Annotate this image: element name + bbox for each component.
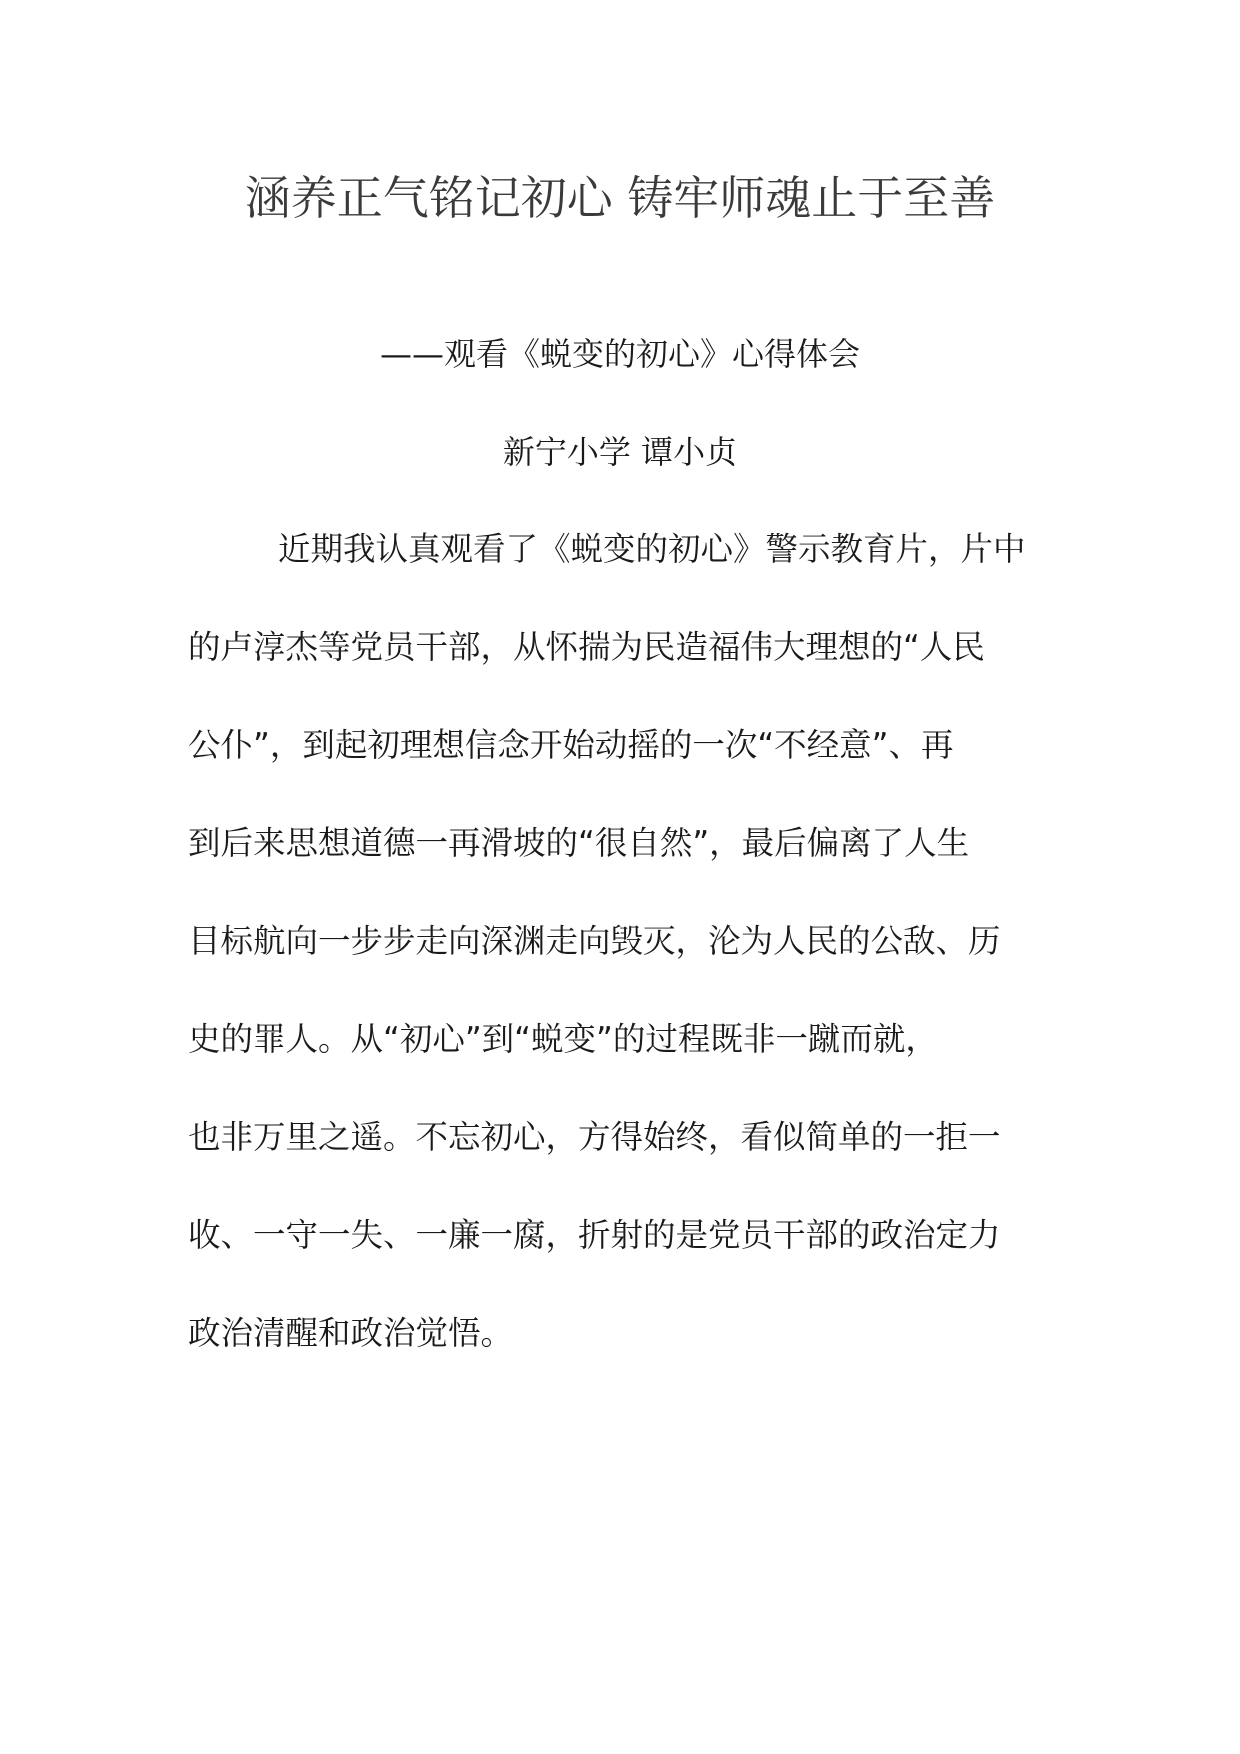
paragraph-line: 近期我认真观看了《蜕变的初心》警示教育片，片中: [278, 530, 1026, 568]
document-subtitle: ——观看《蜕变的初心》心得体会: [379, 335, 860, 373]
paragraph-line: 公仆”，到起初理想信念开始动摇的一次“不经意”、再: [188, 726, 954, 764]
paragraph-line: 政治清醒和政治觉悟。: [188, 1314, 514, 1352]
body-paragraph: [188, 500, 1054, 1382]
document-author: 新宁小学 谭小贞: [502, 433, 738, 471]
paragraph-line: 也非万里之遥。不忘初心，方得始终，看似简单的一拒一: [188, 1118, 1001, 1156]
paragraph-line: 的卢淳杰等党员干部，从怀揣为民造福伟大理想的“人民: [188, 628, 985, 666]
paragraph-line: 史的罪人。从“初心”到“蜕变”的过程既非一蹴而就，: [188, 1020, 938, 1058]
paragraph-line: 到后来思想道德一再滑坡的“很自然”，最后偏离了人生: [188, 824, 970, 862]
document-title: 涵养正气铭记初心 铸牢师魂止于至善: [244, 171, 996, 225]
paragraph-line: 收、一守一失、一廉一腐，折射的是党员干部的政治定力: [188, 1216, 1001, 1254]
paragraph-line: 目标航向一步步走向深渊走向毁灭，沦为人民的公敌、历: [188, 922, 1001, 960]
